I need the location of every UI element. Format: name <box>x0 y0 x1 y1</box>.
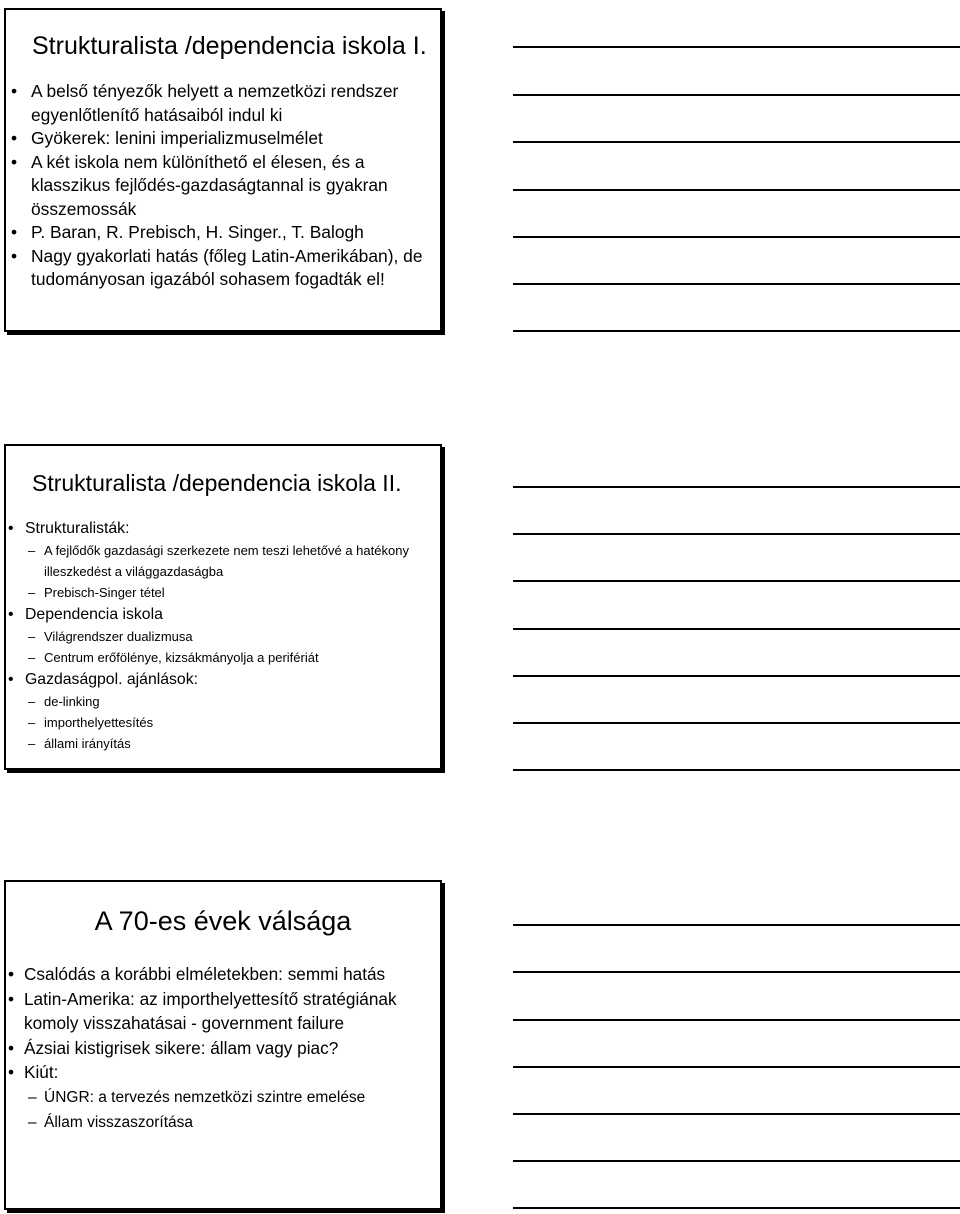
slide-1 <box>4 8 442 332</box>
list-item: • Strukturalisták: <box>6 517 440 540</box>
sub-list-item: – Prebisch-Singer tétel <box>6 582 440 603</box>
bullet-list <box>6 80 440 292</box>
list-item: • Csalódás a korábbi elméletekben: semmi hatás <box>6 962 440 987</box>
list-item: • Ázsiai kistigrisek sikere: állam vagy piac? <box>6 1036 440 1061</box>
note-line <box>513 1160 960 1162</box>
note-line <box>513 46 960 48</box>
note-line <box>513 141 960 143</box>
note-line <box>513 330 960 332</box>
bullet-list <box>6 517 440 754</box>
note-line <box>513 486 960 488</box>
slide-title: Strukturalista /dependencia iskola I. <box>32 32 427 60</box>
list-item: • P. Baran, R. Prebisch, H. Singer., T. Balogh <box>6 221 440 245</box>
list-item: • Gyökerek: lenini imperializmuselmélet <box>6 127 440 151</box>
bullet-list <box>6 962 440 1135</box>
slide-2 <box>4 444 442 770</box>
list-item: • A két iskola nem különíthető el élesen, és a klasszikus fejlődés-gazdaságtannal is gyakran összemossák <box>6 151 440 222</box>
note-line <box>513 1207 960 1209</box>
list-item: • Nagy gyakorlati hatás (főleg Latin-Amerikában), de tudományosan igazából sohasem fogadták el! <box>6 245 440 292</box>
sub-list-item: – Világrendszer dualizmusa <box>6 626 440 647</box>
note-line <box>513 1113 960 1115</box>
note-line <box>513 533 960 535</box>
slide-title: A 70-es évek válsága <box>94 906 352 936</box>
note-line <box>513 189 960 191</box>
list-item: • Latin-Amerika: az importhelyettesítő stratégiának komoly visszahatásai - government failure <box>6 987 440 1036</box>
note-line <box>513 722 960 724</box>
note-line <box>513 236 960 238</box>
note-line <box>513 1066 960 1068</box>
note-line <box>513 924 960 926</box>
note-line <box>513 769 960 771</box>
note-line <box>513 1019 960 1021</box>
sub-list-item: – Centrum erőfölénye, kizsákmányolja a perifériát <box>6 647 440 668</box>
sub-list-item: – Állam visszaszorítása <box>6 1110 440 1135</box>
sub-list-item: – de-linking <box>6 691 440 712</box>
list-item: • Dependencia iskola <box>6 603 440 626</box>
list-item: • Kiút: <box>6 1060 440 1085</box>
note-line <box>513 283 960 285</box>
sub-list-item: – ÚNGR: a tervezés nemzetközi szintre emelése <box>6 1085 440 1110</box>
sub-list-item: – A fejlődők gazdasági szerkezete nem teszi lehetővé a hatékony illeszkedést a világgazdaságba <box>6 540 440 582</box>
note-line <box>513 628 960 630</box>
list-item: • Gazdaságpol. ajánlások: <box>6 668 440 691</box>
note-line <box>513 94 960 96</box>
slide-title: Strukturalista /dependencia iskola II. <box>32 470 402 496</box>
sub-list-item: – importhelyettesítés <box>6 712 440 733</box>
note-line <box>513 580 960 582</box>
list-item: • A belső tényezők helyett a nemzetközi rendszer egyenlőtlenítő hatásaiból indul ki <box>6 80 440 127</box>
slide-3 <box>4 880 442 1210</box>
note-line <box>513 971 960 973</box>
note-line <box>513 675 960 677</box>
sub-list-item: – állami irányítás <box>6 733 440 754</box>
